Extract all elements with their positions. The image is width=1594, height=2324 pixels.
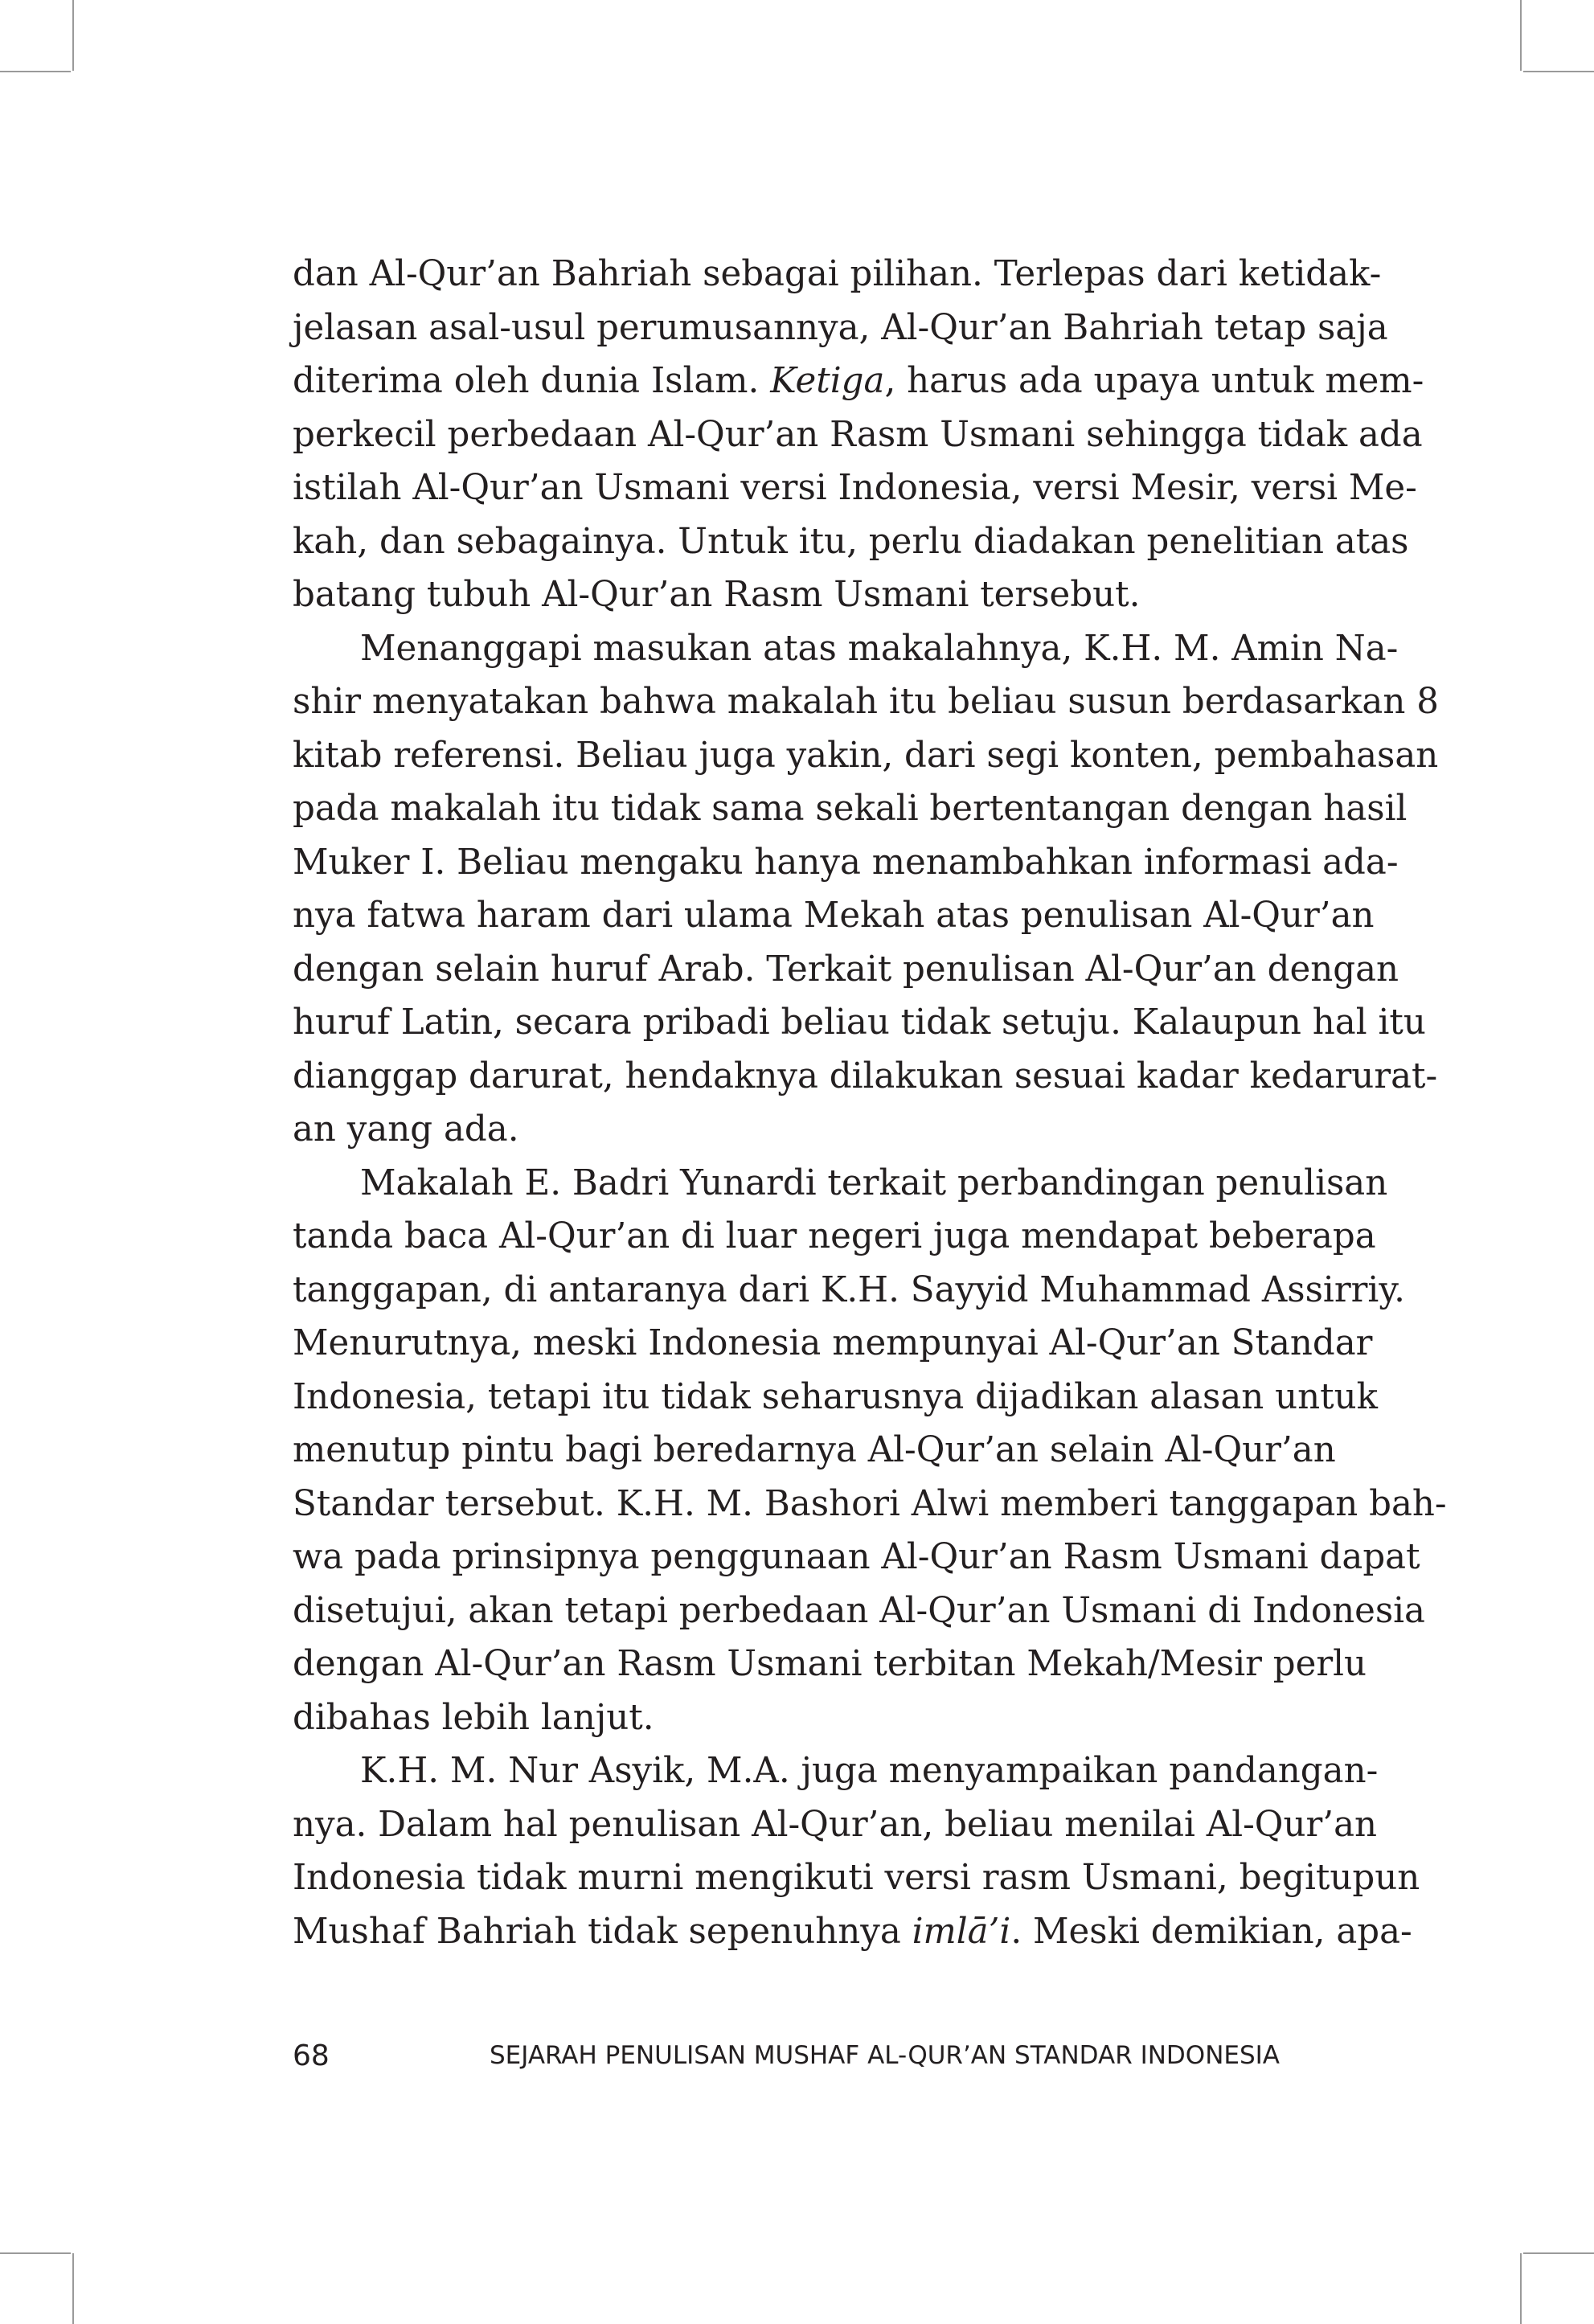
- text-segment: pada makalah itu tidak sama sekali bertentangan dengan hasil: [293, 789, 1408, 829]
- text-line: [293, 461, 1417, 515]
- text-segment: Menurutnya, meski Indonesia mempunyai Al-Qur’an Standar: [293, 1323, 1373, 1363]
- text-line: [293, 943, 1399, 997]
- text-segment: an yang ada.: [293, 1109, 519, 1150]
- text-line: [293, 1637, 1367, 1691]
- paragraph: [293, 248, 1424, 622]
- text-segment: , harus ada upaya untuk mem-: [884, 361, 1424, 401]
- text-segment: tanggapan, di antaranya dari K.H. Sayyid Muhammad Assirriy.: [293, 1269, 1405, 1310]
- text-segment: tanda baca Al-Qur’an di luar negeri juga mendapat beberapa: [293, 1216, 1376, 1256]
- text-line: [293, 355, 1424, 408]
- text-line: [293, 1424, 1336, 1478]
- text-line: [293, 1050, 1438, 1104]
- text-segment: nya fatwa haram dari ulama Mekah atas penulisan Al-Qur’an: [293, 896, 1375, 936]
- crop-mark-bottom-left-horizontal: [0, 2252, 71, 2254]
- text-line: [293, 408, 1423, 462]
- text-line: [293, 1210, 1376, 1264]
- crop-mark-top-right-vertical: [1520, 0, 1522, 71]
- page-footer: [293, 2039, 1280, 2075]
- text-segment: wa pada prinsipnya penggunaan Al-Qur’an Rasm Usmani dapat: [293, 1537, 1420, 1577]
- text-segment: dan Al-Qur’an Bahriah sebagai pilihan. Terlepas dari ketidak-: [293, 254, 1382, 294]
- text-line: [293, 1905, 1412, 1959]
- text-line: [293, 1371, 1378, 1424]
- text-line: [293, 1691, 1280, 1745]
- text-segment: Menanggapi masukan atas makalahnya, K.H. M. Amin Na-: [360, 628, 1399, 669]
- text-segment: Indonesia tidak murni mengikuti versi rasm Usmani, begitupun: [293, 1858, 1420, 1898]
- text-segment: Mushaf Bahriah tidak sepenuhnya: [293, 1911, 912, 1952]
- text-line: [293, 1584, 1425, 1638]
- page-number: 68: [293, 2039, 330, 2072]
- text-segment: disetujui, akan tetapi perbedaan Al-Qur’an Usmani di Indonesia: [293, 1590, 1425, 1631]
- text-line: [293, 1478, 1447, 1531]
- text-line: [293, 996, 1426, 1050]
- text-line: [293, 248, 1382, 301]
- text-segment: K.H. M. Nur Asyik, M.A. juga menyampaikan pandangan-: [360, 1751, 1379, 1791]
- paragraph: [293, 622, 1439, 1157]
- text-segment: Muker I. Beliau mengaku hanya menambahkan informasi ada-: [293, 842, 1399, 883]
- text-segment: menutup pintu bagi beredarnya Al-Qur’an selain Al-Qur’an: [293, 1430, 1336, 1470]
- text-line: [293, 515, 1409, 569]
- text-line: [293, 1851, 1420, 1905]
- crop-mark-top-left-horizontal: [0, 71, 71, 72]
- text-line: [293, 1798, 1378, 1852]
- crop-mark-bottom-left-vertical: [72, 2253, 74, 2324]
- body-text: [293, 248, 1447, 1958]
- text-line: [293, 301, 1388, 355]
- text-segment: dianggap darurat, hendaknya dilakukan sesuai kadar kedarurat-: [293, 1055, 1438, 1096]
- text-segment: kah, dan sebagainya. Untuk itu, perlu diadakan penelitian atas: [293, 521, 1409, 562]
- text-segment: huruf Latin, secara pribadi beliau tidak setuju. Kalaupun hal itu: [293, 1002, 1426, 1043]
- text-segment: batang tubuh Al-Qur’an Rasm Usmani tersebut.: [293, 575, 1141, 615]
- text-line: [293, 675, 1439, 729]
- crop-mark-bottom-right-vertical: [1520, 2253, 1522, 2324]
- text-segment: dibahas lebih lanjut.: [293, 1697, 654, 1738]
- text-line: [293, 729, 1439, 783]
- text-segment: kitab referensi. Beliau juga yakin, dari segi konten, pembahasan: [293, 735, 1439, 776]
- crop-mark-top-right-horizontal: [1523, 71, 1594, 72]
- text-line: [293, 1744, 1379, 1798]
- text-line: [293, 568, 1280, 622]
- text-segment: perkecil perbedaan Al-Qur’an Rasm Usmani sehingga tidak ada: [293, 414, 1423, 455]
- text-segment: istilah Al-Qur’an Usmani versi Indonesia, versi Mesir, versi Me-: [293, 468, 1417, 508]
- text-segment: dengan selain huruf Arab. Terkait penulisan Al-Qur’an dengan: [293, 949, 1399, 990]
- text-segment: dengan Al-Qur’an Rasm Usmani terbitan Mekah/Mesir perlu: [293, 1644, 1367, 1684]
- italic-text: imlā’i: [912, 1911, 1011, 1952]
- text-segment: nya. Dalam hal penulisan Al-Qur’an, beliau menilai Al-Qur’an: [293, 1804, 1378, 1845]
- crop-mark-top-left-vertical: [72, 0, 74, 71]
- text-line: [293, 782, 1408, 836]
- text-segment: jelasan asal-usul perumusannya, Al-Qur’an Bahriah tetap saja: [293, 307, 1388, 348]
- text-segment: shir menyatakan bahwa makalah itu beliau susun berdasarkan 8: [293, 682, 1439, 722]
- text-line: [293, 889, 1375, 943]
- text-line: [293, 622, 1399, 676]
- text-line: [293, 836, 1399, 890]
- paragraph: [293, 1744, 1420, 1958]
- text-segment: Makalah E. Badri Yunardi terkait perbandingan penulisan: [360, 1162, 1388, 1203]
- text-line: [293, 1264, 1405, 1318]
- text-line: [293, 1531, 1420, 1584]
- text-line: [293, 1317, 1373, 1371]
- italic-text: Ketiga: [770, 361, 885, 401]
- text-segment: . Meski demikian, apa-: [1010, 1911, 1412, 1952]
- text-segment: Standar tersebut. K.H. M. Bashori Alwi memberi tanggapan bah-: [293, 1483, 1447, 1524]
- crop-mark-bottom-right-horizontal: [1523, 2252, 1594, 2254]
- paragraph: [293, 1157, 1447, 1745]
- text-segment: diterima oleh dunia Islam.: [293, 361, 771, 401]
- running-title: SEJARAH PENULISAN MUSHAF AL-QUR’AN STANDAR INDONESIA: [489, 2041, 1280, 2070]
- text-line: [293, 1103, 1280, 1157]
- text-segment: Indonesia, tetapi itu tidak seharusnya dijadikan alasan untuk: [293, 1376, 1378, 1417]
- text-line: [293, 1157, 1388, 1211]
